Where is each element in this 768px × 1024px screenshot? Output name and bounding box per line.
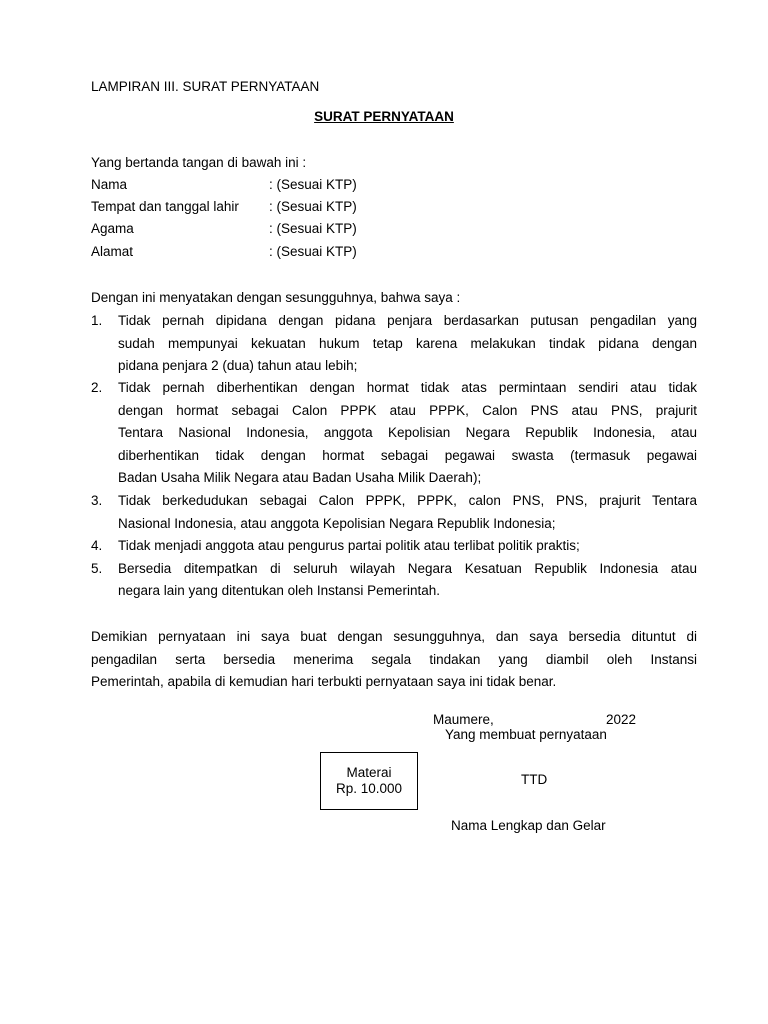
- signing-place: Maumere,: [433, 712, 494, 727]
- list-item-line: Tidak menjadi anggota atau pengurus partai politik atau terlibat politik praktis;: [118, 538, 580, 553]
- list-item-line: Bersedia ditempatkan di seluruh wilayah Negara Kesatuan Republik Indonesia atau: [118, 561, 697, 576]
- list-item-line: pidana penjara 2 (dua) tahun atau lebih;: [118, 358, 358, 373]
- list-item-line: Tidak berkedudukan sebagai Calon PPPK, PPPK, calon PNS, PNS, prajurit Tentara: [118, 493, 697, 508]
- list-item-line: Tidak pernah dipidana dengan pidana penjara berdasarkan putusan pengadilan yang: [118, 313, 697, 328]
- identity-intro: Yang bertanda tangan di bawah ini :: [91, 155, 307, 170]
- signing-year: 2022: [606, 712, 637, 727]
- list-item-line: negara lain yang ditentukan oleh Instansi Pemerintah.: [118, 583, 440, 598]
- list-item-line: diberhentikan tidak dengan hormat sebagai pegawai swasta (termasuk pegawai: [118, 448, 697, 463]
- list-item-number: 4.: [91, 538, 103, 553]
- closing-paragraph-line: Pemerintah, apabila di kemudian hari terbukti pernyataan saya ini tidak benar.: [91, 674, 557, 689]
- field-value-nama: : (Sesuai KTP): [269, 177, 357, 192]
- field-label-ttl: Tempat dan tanggal lahir: [91, 199, 239, 214]
- stamp-duty-box: [320, 752, 418, 810]
- list-item-line: Tidak pernah diberhentikan dengan hormat tidak atas permintaan sendiri atau tidak: [118, 380, 697, 395]
- field-label-nama: Nama: [91, 177, 128, 192]
- closing-paragraph-line: pengadilan serta bersedia menerima segala tindakan yang diambil oleh Instansi: [91, 652, 697, 667]
- signature-placeholder: TTD: [521, 772, 548, 787]
- list-item-line: sudah mempunyai kekuatan hukum tetap karena melakukan tindak pidana dengan: [118, 336, 697, 351]
- signer-caption: Yang membuat pernyataan: [445, 727, 607, 742]
- closing-paragraph-line: Demikian pernyataan ini saya buat dengan sesungguhnya, dan saya bersedia dituntut di: [91, 629, 697, 644]
- list-item-line: dengan hormat sebagai Calon PPPK atau PPPK, Calon PNS atau PNS, prajurit: [118, 403, 697, 418]
- list-item-number: 1.: [91, 313, 103, 328]
- list-item-number: 2.: [91, 380, 103, 395]
- statement-intro: Dengan ini menyatakan dengan sesungguhnya, bahwa saya :: [91, 290, 461, 305]
- stamp-duty-amount: Rp. 10.000: [335, 781, 403, 796]
- field-value-alamat: : (Sesuai KTP): [269, 244, 357, 259]
- list-item-number: 5.: [91, 561, 103, 576]
- field-label-alamat: Alamat: [91, 244, 134, 259]
- list-item-line: Tentara Nasional Indonesia, anggota Kepolisian Negara Republik Indonesia, atau: [118, 425, 697, 440]
- signer-name: Nama Lengkap dan Gelar: [451, 818, 606, 833]
- list-item-number: 3.: [91, 493, 103, 508]
- list-item-line: Nasional Indonesia, atau anggota Kepolisian Negara Republik Indonesia;: [118, 516, 556, 531]
- field-value-ttl: : (Sesuai KTP): [269, 199, 357, 214]
- annex-heading: LAMPIRAN III. SURAT PERNYATAAN: [91, 79, 320, 94]
- field-value-agama: : (Sesuai KTP): [269, 221, 357, 236]
- stamp-duty-label: Materai: [346, 765, 392, 780]
- document-title: SURAT PERNYATAAN: [314, 109, 454, 124]
- list-item-line: Badan Usaha Milik Negara atau Badan Usaha Milik Daerah);: [118, 470, 482, 485]
- field-label-agama: Agama: [91, 221, 134, 236]
